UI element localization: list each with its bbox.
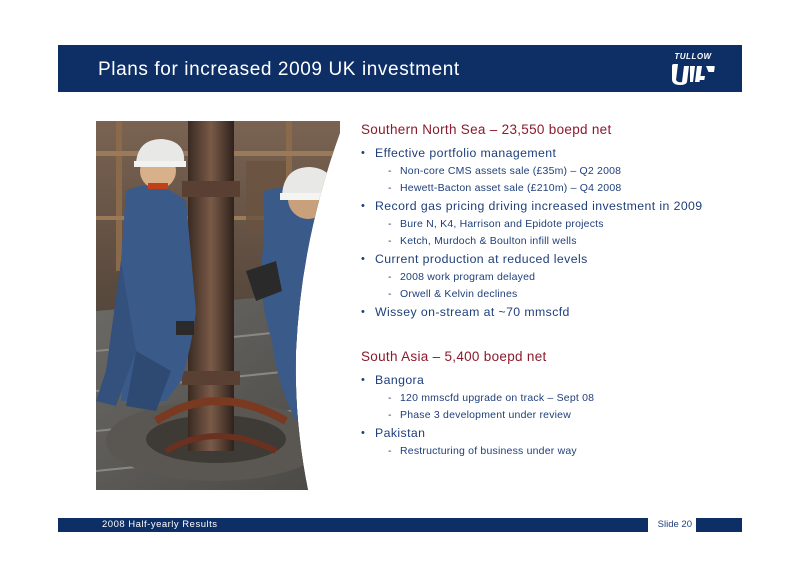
content-area bbox=[361, 121, 741, 462]
sub-list bbox=[361, 165, 741, 195]
sub-list bbox=[361, 392, 741, 422]
bullet-item: • Wissey on-stream at ~70 mmscfd bbox=[361, 305, 741, 320]
section-heading: South Asia – 5,400 boepd net bbox=[361, 349, 547, 364]
sub-item: - 120 mmscfd upgrade on track – Sept 08 bbox=[361, 392, 741, 405]
sub-item: - Non-core CMS assets sale (£35m) – Q2 2008 bbox=[361, 165, 741, 178]
slide-number: Slide 20 bbox=[657, 519, 692, 530]
sub-list bbox=[361, 218, 741, 248]
bullet-item: • Record gas pricing driving increased investment in 2009 bbox=[361, 199, 741, 214]
sub-item: - Hewett-Bacton asset sale (£210m) – Q4 2008 bbox=[361, 182, 741, 195]
sub-item: - Orwell & Kelvin declines bbox=[361, 288, 741, 301]
logo-word: TULLOW bbox=[674, 52, 712, 61]
footer-title: 2008 Half-yearly Results bbox=[102, 519, 218, 530]
tullow-logo bbox=[664, 51, 722, 87]
sub-item: - Restructuring of business under way bbox=[361, 445, 741, 458]
sub-item: - Phase 3 development under review bbox=[361, 409, 741, 422]
section-south-asia bbox=[361, 348, 741, 458]
oil-rig-workers-photo-icon bbox=[96, 121, 340, 490]
section-southern-north-sea bbox=[361, 121, 741, 320]
sub-list bbox=[361, 445, 741, 458]
bullet-item: • Current production at reduced levels bbox=[361, 252, 741, 267]
bullet-item: • Bangora bbox=[361, 373, 741, 388]
footer-bar bbox=[58, 518, 742, 532]
page-title: Plans for increased 2009 UK investment bbox=[98, 59, 460, 80]
sub-item: - Bure N, K4, Harrison and Epidote projects bbox=[361, 218, 741, 231]
sub-list bbox=[361, 271, 741, 301]
bullet-item: • Effective portfolio management bbox=[361, 146, 741, 161]
sub-item: - 2008 work program delayed bbox=[361, 271, 741, 284]
bullet-item: • Pakistan bbox=[361, 426, 741, 441]
section-heading: Southern North Sea – 23,550 boepd net bbox=[361, 122, 612, 137]
section-gap bbox=[361, 320, 741, 348]
slide-number-box bbox=[648, 518, 696, 532]
header-bar bbox=[58, 45, 742, 92]
tullow-oil-logo-icon bbox=[668, 62, 718, 86]
sub-item: - Ketch, Murdoch & Boulton infill wells bbox=[361, 235, 741, 248]
